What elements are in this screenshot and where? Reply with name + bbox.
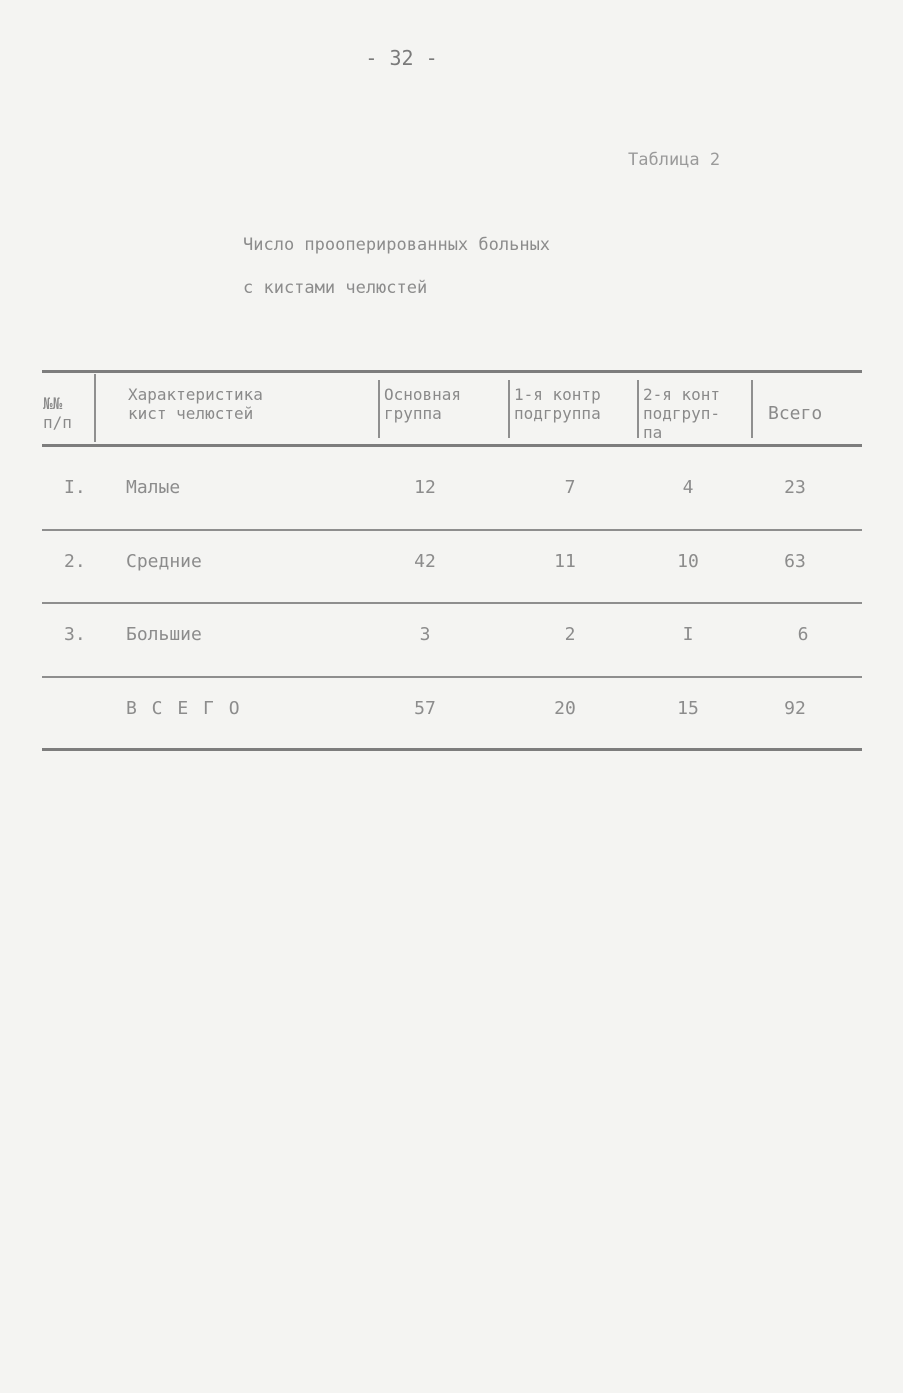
total-row-ctrl2: 15 xyxy=(677,698,699,719)
header-ctrl2-line1: 2-я конт xyxy=(643,385,721,404)
table-top-rule xyxy=(42,370,862,373)
row3-main: 3 xyxy=(419,624,431,645)
header-separator-3 xyxy=(508,380,510,438)
table-title-line1: Число прооперированных больных xyxy=(243,235,551,255)
table-bottom-rule xyxy=(42,748,862,751)
header-number-line1: №№ xyxy=(43,394,63,413)
total-row-ctrl1: 20 xyxy=(554,698,576,719)
header-ctrl1-line1: 1-я контр xyxy=(514,385,601,404)
row3-label: Большие xyxy=(126,624,202,645)
header-separator-1 xyxy=(94,374,96,442)
header-separator-5 xyxy=(751,380,753,438)
row3-ctrl2: I xyxy=(682,624,694,645)
header-main-line1: Основная xyxy=(384,385,462,404)
header-number xyxy=(43,394,72,432)
header-total: Всего xyxy=(768,403,823,424)
row1-ctrl1: 7 xyxy=(564,477,576,498)
row1-label: Малые xyxy=(126,477,181,498)
header-separator-4 xyxy=(637,380,639,438)
row1-total: 23 xyxy=(784,477,806,498)
row-rule-3 xyxy=(42,676,862,678)
header-ctrl2-line2: подгруп- xyxy=(643,404,721,423)
header-control-subgroup-1 xyxy=(514,385,601,423)
page-number: - 32 - xyxy=(365,46,438,70)
header-bottom-rule xyxy=(42,444,862,447)
header-control-subgroup-2 xyxy=(643,385,720,442)
total-row-total: 92 xyxy=(784,698,806,719)
total-row-main: 57 xyxy=(414,698,436,719)
header-characteristic-line1: Характеристика xyxy=(128,385,263,404)
row2-number: 2. xyxy=(64,551,86,572)
header-separator-2 xyxy=(378,380,380,438)
row3-ctrl1: 2 xyxy=(564,624,576,645)
row2-main: 42 xyxy=(414,551,436,572)
row1-ctrl2: 4 xyxy=(682,477,694,498)
row-rule-1 xyxy=(42,529,862,531)
row2-total: 63 xyxy=(784,551,806,572)
row2-label: Средние xyxy=(126,551,202,572)
row1-main: 12 xyxy=(414,477,436,498)
row3-total: 6 xyxy=(797,624,809,645)
row-rule-2 xyxy=(42,602,862,604)
row2-ctrl1: 11 xyxy=(554,551,576,572)
header-main-line2: группа xyxy=(384,404,442,423)
row2-ctrl2: 10 xyxy=(677,551,699,572)
header-ctrl1-line2: подгруппа xyxy=(514,404,601,423)
total-row-label: В С Е Г О xyxy=(126,698,242,719)
header-characteristic-line2: кист челюстей xyxy=(128,404,254,423)
row3-number: 3. xyxy=(64,624,86,645)
table-title-line2: с кистами челюстей xyxy=(243,278,428,298)
header-ctrl2-line3: па xyxy=(643,423,663,442)
header-characteristic xyxy=(128,385,263,423)
row1-number: I. xyxy=(64,477,86,498)
header-number-line2: п/п xyxy=(43,413,72,432)
header-main-group xyxy=(384,385,461,423)
table-caption: Таблица 2 xyxy=(628,150,721,170)
